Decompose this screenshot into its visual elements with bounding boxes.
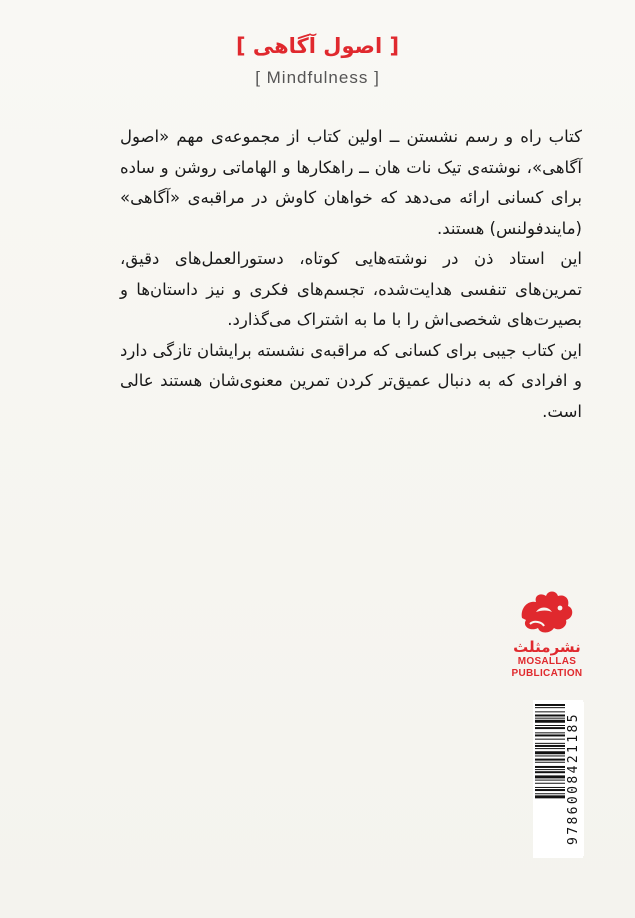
barcode-bar bbox=[535, 780, 565, 781]
barcode-bar bbox=[535, 775, 565, 778]
barcode-bar bbox=[535, 743, 565, 744]
barcode-bar bbox=[535, 795, 565, 798]
blurb-paragraph-3: این کتاب جیبی برای کسانی که مراقبه‌ی نشسته برایشان تازگی دارد و افرادی که به دنبال عمیق‌تر کردن تمرین معنوی‌شان هستند عالی است. bbox=[120, 340, 582, 421]
barcode-bar bbox=[535, 751, 565, 754]
barcode-bar bbox=[535, 762, 565, 763]
barcode-bar bbox=[535, 727, 565, 729]
barcode-bar bbox=[535, 739, 565, 740]
barcode-bar bbox=[535, 715, 565, 717]
barcode-bar bbox=[535, 725, 565, 726]
publisher-name-english-line2: PUBLICATION bbox=[511, 668, 583, 679]
barcode-bar bbox=[535, 766, 565, 768]
blurb-paragraph-1: کتاب راه و رسم نشستن ــ اولین کتاب از مجموعه‌ی مهم «اصول آگاهی»، نوشته‌ی تیک نات هان ــ راهکارها و الهاماتی روشن و ساده برای کسانی ارائه می‌دهد که خواهان کاوش در مراقبه‌ی «آگاهی» (مایندفولنس) هستند. bbox=[120, 127, 582, 238]
isbn-digits: 9786008421185 bbox=[566, 702, 584, 856]
red-mythical-bird-logo-icon bbox=[516, 588, 578, 636]
barcode-bars bbox=[535, 702, 565, 856]
barcode-bar bbox=[535, 793, 565, 794]
barcode-bar bbox=[535, 720, 565, 723]
barcode-bar bbox=[535, 783, 565, 784]
barcode-bar bbox=[535, 789, 565, 791]
barcode-bar bbox=[535, 704, 565, 706]
barcode-bar bbox=[535, 707, 565, 708]
barcode-bar bbox=[535, 711, 565, 712]
publisher-name-persian: نشرمثلث bbox=[513, 638, 581, 656]
barcode-bar bbox=[535, 732, 565, 733]
publisher-name-english-line1: MOSALLAS bbox=[517, 656, 577, 667]
series-title-english: [ Mindfulness ] bbox=[255, 68, 380, 87]
barcode-bar bbox=[535, 787, 565, 788]
barcode-bar bbox=[535, 718, 565, 719]
cover-blurb bbox=[120, 122, 582, 427]
barcode-bar bbox=[535, 769, 565, 770]
blurb-paragraph-2: این استاد ذن در نوشته‌هایی کوتاه، دستورالعمل‌های دقیق، تمرین‌های تنفسی هدایت‌شده، تجسم‌های فکری و نیز داستان‌ها و بصیرت‌های شخصی‌اش را با ما به اشتراک می‌گذارد. bbox=[120, 249, 582, 329]
barcode-bar bbox=[535, 745, 565, 747]
publisher-block bbox=[505, 588, 589, 680]
barcode-bar bbox=[535, 759, 565, 761]
barcode-bar bbox=[535, 734, 565, 736]
series-title-persian: [ اصول آگاهی ] bbox=[235, 34, 400, 58]
barcode-bar bbox=[535, 755, 565, 756]
barcode-bar bbox=[535, 771, 565, 773]
barcode-bar bbox=[535, 748, 565, 749]
